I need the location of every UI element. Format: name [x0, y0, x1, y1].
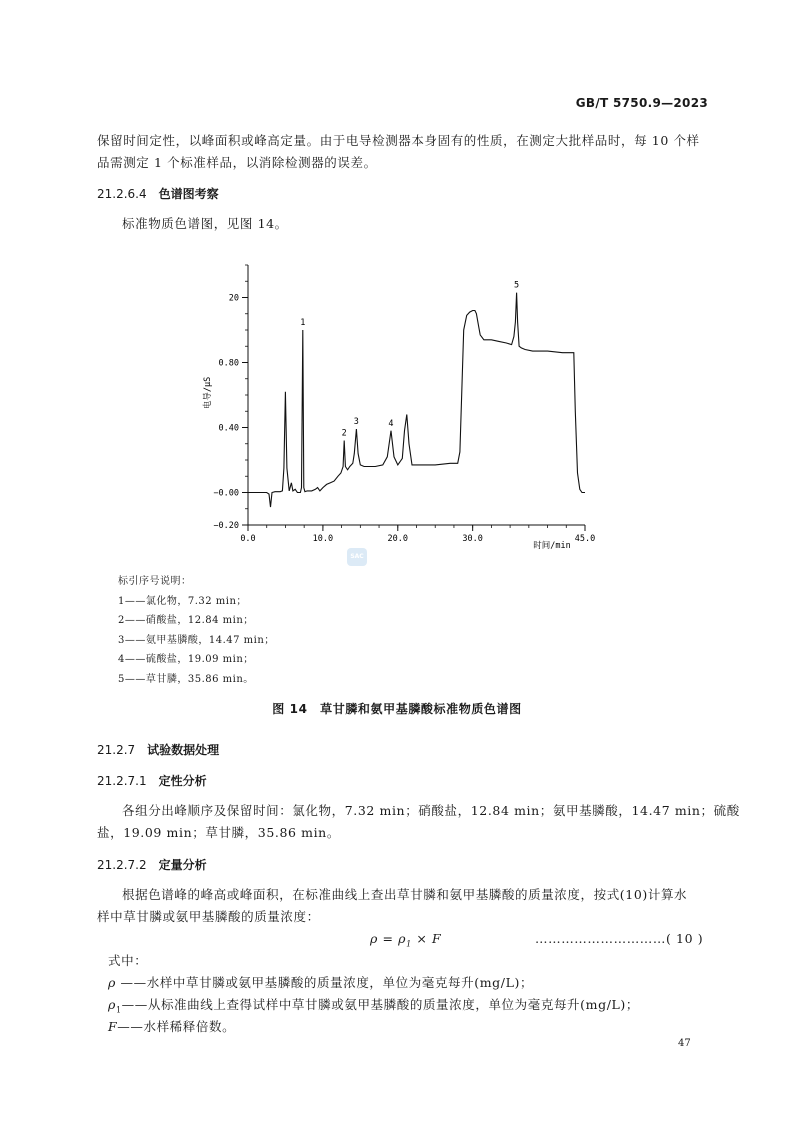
formula-dots: ………………………… — [535, 931, 666, 946]
formula-subscript: 1 — [406, 939, 412, 949]
y-axis-label: 电导/μS — [203, 376, 213, 410]
where-item: ρ ——水样中草甘膦或氨甲基膦酸的质量浓度，单位为毫克每升(mg/L)； — [108, 975, 534, 990]
section-number: 21.2.7.2 — [97, 858, 147, 872]
where-item: F——水样稀释倍数。 — [108, 1019, 236, 1034]
y-tick-label: 0.80 — [218, 358, 239, 369]
section-heading-21264 — [97, 185, 219, 202]
page-number: 47 — [678, 1038, 691, 1049]
peak-label: 3 — [353, 417, 359, 428]
peak-label: 1 — [300, 318, 306, 328]
legend-note-item: 3——氨甲基膦酸，14.47 min； — [118, 634, 275, 646]
peak-label: 4 — [388, 418, 394, 429]
legend-notes — [118, 572, 275, 689]
legend-note-item: 2——硝酸盐，12.84 min； — [118, 615, 254, 626]
formula-number-leader — [535, 928, 703, 950]
intro-line-1: 保留时间定性，以峰面积或峰高定量。由于电导检测器本身固有的性质，在测定大批样品时，每 10 个样 — [97, 133, 700, 148]
section-title: 试验数据处理 — [147, 743, 220, 757]
peak-label: 2 — [341, 428, 347, 439]
qualitative-line-1: 各组分出峰顺序及保留时间：氯化物，7.32 min；硝酸盐，12.84 min；氨甲基膦酸，14.47 min；硫酸 — [122, 803, 740, 818]
series-line — [248, 293, 585, 508]
sac-watermark-logo: SAC — [347, 548, 367, 566]
y-tick-label: −0.00 — [213, 488, 239, 499]
section-heading-21271 — [97, 772, 207, 789]
section-title: 定量分析 — [158, 858, 207, 872]
x-tick-label: 10.0 — [312, 534, 334, 544]
chart-axes — [248, 265, 585, 525]
peak-labels — [300, 281, 519, 439]
qualitative-line-2: 盐，19.09 min；草甘膦，35.86 min。 — [97, 825, 340, 840]
where-item: $\rho_1——$从标准曲线上查得试样中草甘膦或氨甲基膦酸的质量浓度，单位为毫克每升(mg/L)； — [108, 997, 639, 1015]
x-tick-label: 0.0 — [240, 534, 256, 544]
section-heading-2127 — [97, 741, 219, 758]
standard-number: GB/T 5750.9—2023 — [575, 96, 708, 110]
chromatogram-chart — [190, 255, 610, 555]
quantitative-line-2: 样中草甘膦或氨甲基膦酸的质量浓度： — [97, 909, 320, 924]
peak-label: 5 — [513, 280, 520, 291]
quantitative-line-1: 根据色谱峰的峰高或峰面积，在标准曲线上查出草甘膦和氨甲基膦酸的质量浓度，按式(10)计算水 — [122, 887, 688, 902]
section-number: 21.2.7 — [97, 743, 136, 757]
formula-number: ( 10 ) — [666, 931, 704, 946]
intro-line-2: 品需测定 1 个标准样品，以消除检测器的误差。 — [97, 155, 377, 170]
legend-notes-title: 标引序号说明： — [118, 576, 192, 587]
y-tick-label: 20 — [228, 293, 239, 304]
x-tick-label: 20.0 — [387, 534, 409, 544]
y-tick-label: 0.40 — [218, 423, 239, 434]
section-number: 21.2.7.1 — [97, 774, 147, 788]
section-number: 21.2.6.4 — [97, 187, 147, 201]
x-tick-label: 30.0 — [462, 534, 483, 544]
where-label: 式中： — [108, 953, 148, 968]
legend-note-item: 4——硫酸盐，19.09 min； — [118, 654, 254, 665]
formula-rhs: × F — [411, 931, 442, 946]
section-heading-21272 — [97, 856, 207, 873]
section-title: 定性分析 — [158, 774, 207, 788]
x-tick-label: 45.0 — [574, 534, 596, 544]
formula-lhs: ρ = ρ — [370, 931, 407, 946]
section-body: 标准物质色谱图，见图 14。 — [122, 216, 288, 231]
section-title: 色谱图考察 — [158, 187, 219, 201]
figure-caption: 图 14 草甘膦和氨甲基膦酸标准物质色谱图 — [272, 702, 522, 716]
formula — [370, 928, 441, 956]
legend-note-item: 5——草甘膦，35.86 min。 — [118, 673, 254, 685]
legend-note-item: 1——氯化物，7.32 min； — [118, 595, 247, 607]
y-tick-label: −0.20 — [213, 521, 239, 531]
x-axis-label: 时间/min — [533, 541, 571, 551]
